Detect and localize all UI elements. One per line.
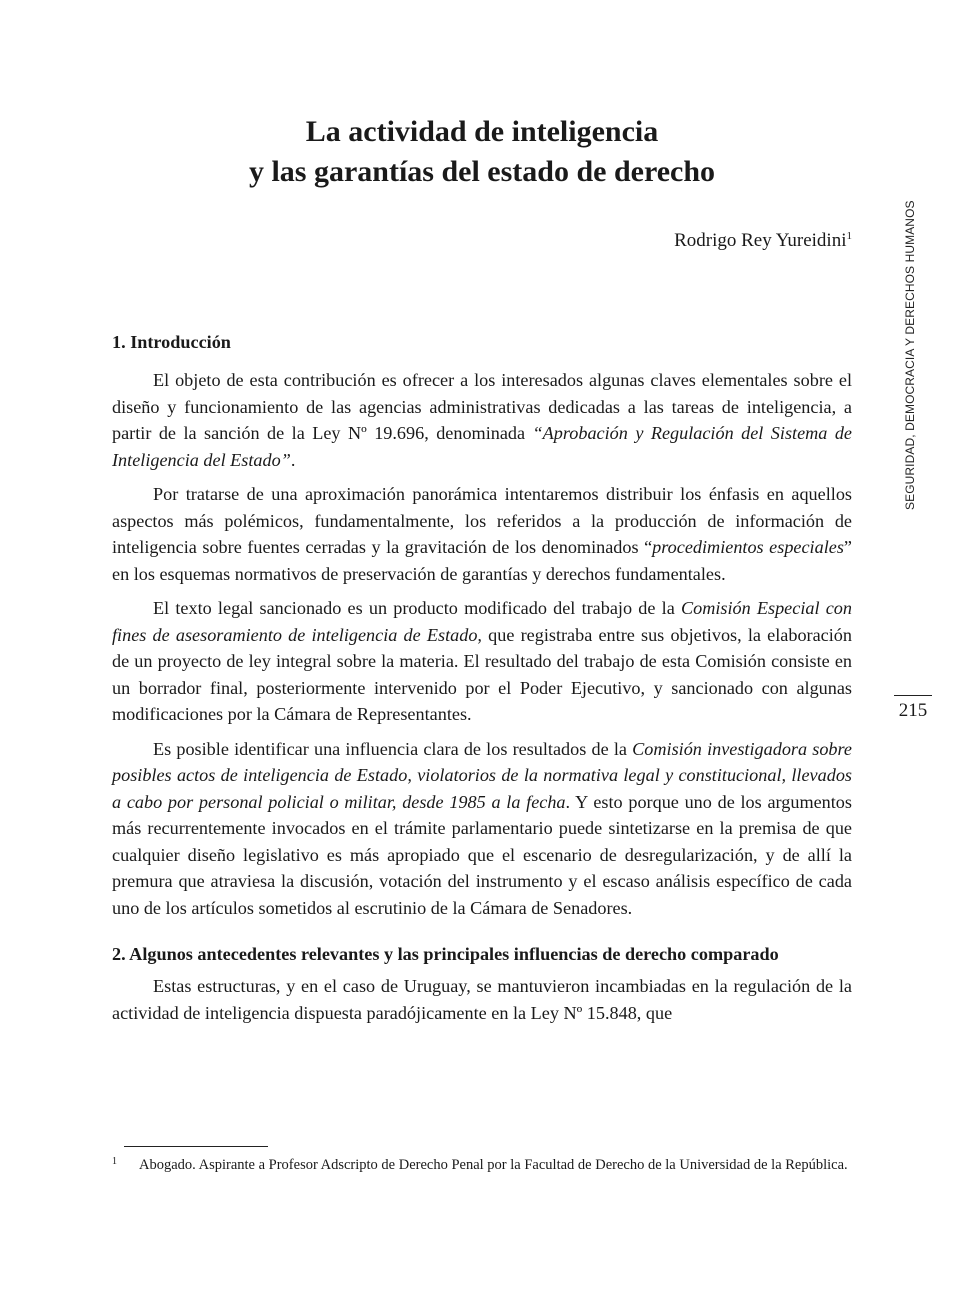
article-title [112, 112, 852, 192]
footnote-divider [124, 1146, 268, 1147]
author-name: Rodrigo Rey Yureidini [674, 230, 847, 251]
footnote [112, 1155, 852, 1176]
paragraph: Estas estructuras, y en el caso de Uruguay, se mantuvieron incambiadas en la regulación de la actividad de inteligencia dispuesta paradójicamente en la Ley Nº 15.848, que [112, 976, 852, 1023]
page-number: 215 [898, 700, 928, 721]
paragraph: El objeto de esta contribución es ofrecer a los interesados algunas claves elementales sobre el diseño y funcionamiento de las agencias administrativas dedicadas a las tareas de inteligencia, a partir de la sanción de la Ley Nº 19.696, denominada “Aprobación y Regulación del Sistema de Inteligencia del Estado”. [112, 370, 852, 470]
paragraph: Es posible identificar una influencia clara de los resultados de la Comisión investigadora sobre posibles actos de inteligencia de Estado, violatorios de la normativa legal y constitucional, llevados a cabo por personal policial o militar, desde 1985 a la fecha. Y esto porque uno de los argumentos más recurrentemente invocados en el trámite parlamentario puede sintetizarse en la premisa de que cualquier diseño legislativo es más apropiado que el escenario de desregularización, y de allí la premura que atraviesa la discusión, votación del instrumento y el escaso análisis específico de cada uno de los artículos sometidos al escrutinio de la Cámara de Senadores. [112, 738, 853, 918]
paragraph: Por tratarse de una aproximación panorámica intentaremos distribuir los énfasis en aquellos aspectos más polémicos, fundamentalmente, los referidos a la producción de información de inteligencia sobre fuentes cerradas y la gravitación de los denominados “procedimientos especiales” en los esquemas normativos de preservación de garantías y derechos fundamentales. [112, 484, 852, 584]
author-footnote-ref[interactable]: 1 [846, 230, 852, 242]
running-header-vertical: SEGURIDAD, DEMOCRACIA Y DERECHOS HUMANOS [903, 200, 917, 510]
paragraph: El texto legal sancionado es un producto modificado del trabajo de la Comisión Especial con fines de asesoramiento de inteligencia de Estado, que registraba entre sus objetivos, la elaboración de un proyecto de ley integral sobre la materia. El resultado del trabajo de esta Comisión consiste en un borrador final, posteriormente intervenido por el Poder Ejecutivo, y sancionado con algunas modificaciones por la Cámara de Representantes. [112, 598, 852, 724]
section-1-heading: 1. Introducción [112, 332, 231, 352]
title-line-2: y las garantías del estado de derecho [248, 155, 716, 188]
section-2-heading: 2. Algunos antecedentes relevantes y las principales influencias de derecho comparado [112, 944, 779, 964]
page-number-rule [894, 695, 932, 696]
article-body [112, 329, 852, 1026]
title-line-1: La actividad de inteligencia [305, 115, 659, 148]
footnote-marker: 1 [112, 1156, 117, 1167]
author-byline [674, 229, 852, 253]
footnote-text: Abogado. Aspirante a Profesor Adscripto de Derecho Penal por la Facultad de Derecho de la Universidad de la República. [139, 1157, 848, 1173]
